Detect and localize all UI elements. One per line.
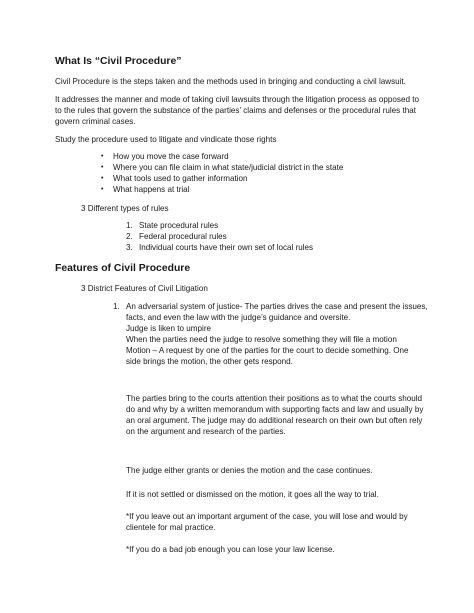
feature-line: When the parties need the judge to resolve something they will file a motion bbox=[126, 335, 397, 344]
paragraph-settled: If it is not settled or dismissed on the motion, it goes all the way to trial. bbox=[126, 490, 379, 499]
paragraph-line: an oral argument. The judge may do additional research on their own but often rely bbox=[126, 416, 423, 425]
feature-line: Motion – A request by one of the parties for the court to decide something. One bbox=[126, 346, 409, 355]
feature-line: Judge is liken to umpire bbox=[126, 324, 212, 333]
list-number: 2. bbox=[126, 232, 133, 241]
list-item: How you move the case forward bbox=[113, 152, 229, 161]
list-item: State procedural rules bbox=[139, 221, 219, 230]
intro-paragraph: Civil Procedure is the steps taken and the methods used in bringing and conducting a civil lawsuit. bbox=[55, 77, 406, 86]
feature-line: An adversarial system of justice- The parties drives the case and present the issues, bbox=[126, 302, 428, 311]
bullet-marker: • bbox=[101, 153, 104, 160]
paragraph-bad-job: *If you do a bad job enough you can lose your law license. bbox=[126, 545, 335, 554]
paragraph-line: clientele for mal practice. bbox=[126, 523, 216, 532]
list-item: What tools used to gather information bbox=[113, 174, 248, 183]
paragraph-line: *If you leave out an important argument of the case, you will lose and would by bbox=[126, 512, 408, 521]
paragraph-line: on the argument and research of the parties. bbox=[126, 427, 286, 436]
paragraph-line: The parties bring to the courts attention their positions as to what the courts should bbox=[126, 394, 423, 403]
features-intro: 3 District Features of Civil Litigation bbox=[81, 284, 208, 293]
bullet-marker: • bbox=[101, 186, 104, 193]
paragraph-grants: The judge either grants or denies the motion and the case continues. bbox=[126, 466, 373, 475]
list-item: Federal procedural rules bbox=[139, 232, 227, 241]
list-item: Where you can file claim in what state/judicial district in the state bbox=[113, 163, 344, 172]
bullet-marker: • bbox=[101, 164, 104, 171]
types-intro: 3 Different types of rules bbox=[81, 204, 169, 213]
study-line: Study the procedure used to litigate and vindicate those rights bbox=[55, 135, 277, 144]
paragraph-line: govern criminal cases. bbox=[55, 117, 136, 126]
list-item: Individual courts have their own set of local rules bbox=[139, 243, 314, 252]
heading-what-is-civil-procedure: What Is “Civil Procedure” bbox=[55, 56, 182, 67]
feature-line: facts, and even the law with the judge’s guidance and oversite. bbox=[126, 313, 351, 322]
paragraph-line: It addresses the manner and mode of taking civil lawsuits through the litigation process as opposed to bbox=[55, 95, 419, 104]
paragraph-line: to the rules that govern the substance of the parties’ claims and defenses or the procedural rules that bbox=[55, 106, 416, 115]
list-number: 1. bbox=[126, 221, 133, 230]
list-number: 3. bbox=[126, 243, 133, 252]
feature-line: side brings the motion, the other gets respond. bbox=[126, 357, 293, 366]
list-number: 1. bbox=[113, 302, 120, 311]
list-item: What happens at trial bbox=[113, 185, 190, 194]
bullet-marker: • bbox=[101, 175, 104, 182]
paragraph-line: do and why by a written memorandum with supporting facts and law and usually by bbox=[126, 405, 424, 414]
heading-features-of-civil-procedure: Features of Civil Procedure bbox=[55, 263, 191, 274]
